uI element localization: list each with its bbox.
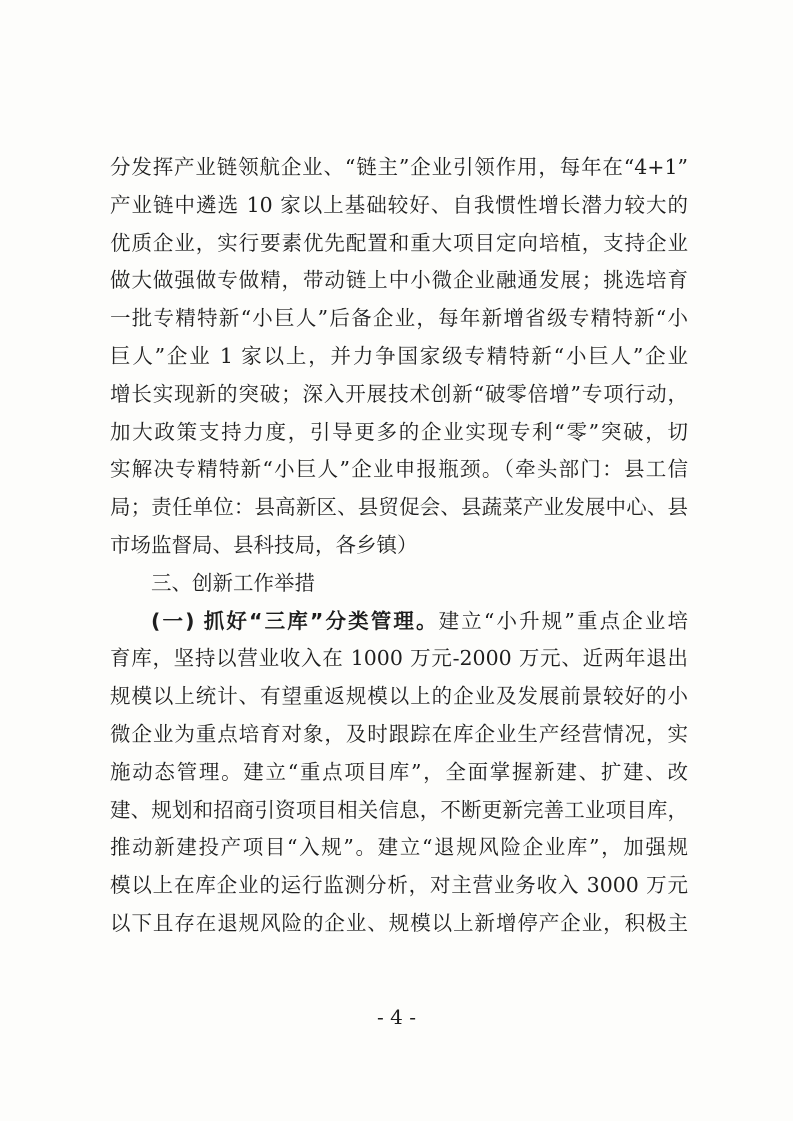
text-line: 育库，坚持以营业收入在 1000 万元-2000 万元、近两年退出 xyxy=(110,646,688,671)
text-line: 模以上在库企业的运行监测分析，对主营业务收入 3000 万元 xyxy=(110,873,688,898)
text-line: 推动新建投产项目“入规”。建立“退规风险企业库”，加强规 xyxy=(110,835,688,860)
text-line: 巨人”企业 1 家以上，并力争国家级专精特新“小巨人”企业 xyxy=(110,343,688,368)
text-line: 规模以上统计、有望重返规模以上的企业及发展前景较好的小 xyxy=(110,684,688,709)
text-line: 做大做强做专做精，带动链上中小微企业融通发展；挑选培育 xyxy=(110,268,688,293)
first-line-rest: 建立“小升规”重点企业培 xyxy=(438,608,688,633)
text-line: 施动态管理。建立“重点项目库”，全面掌握新建、扩建、改 xyxy=(110,759,688,784)
text-line: 局；责任单位：县高新区、县贸促会、县蔬菜产业发展中心、县 xyxy=(110,495,688,520)
text-line: 优质企业，实行要素优先配置和重大项目定向培植，支持企业 xyxy=(110,230,688,255)
text-line: 以下且存在退规风险的企业、规模以上新增停产企业，积极主 xyxy=(110,910,688,935)
text-line: 市场监督局、县科技局，各乡镇） xyxy=(110,532,418,557)
text-line: 一批专精特新“小巨人”后备企业，每年新增省级专精特新“小 xyxy=(110,306,688,331)
paragraph-first-line xyxy=(110,603,688,641)
text-line: 微企业为重点培育对象，及时跟踪在库企业生产经营情况，实 xyxy=(110,721,688,746)
text-line: 加大政策支持力度，引导更多的企业实现专利“零”突破，切 xyxy=(110,419,688,444)
section-heading: 三、创新工作举措 xyxy=(151,570,315,595)
text-line: 产业链中遴选 10 家以上基础较好、自我惯性增长潜力较大的 xyxy=(110,192,688,217)
text-line: 建、规划和招商引资项目相关信息，不断更新完善工业项目库， xyxy=(110,797,688,822)
text-line: 增长实现新的突破；深入开展技术创新“破零倍增”专项行动， xyxy=(110,381,688,406)
body-text xyxy=(110,149,688,943)
page-number: - 4 - xyxy=(377,1005,416,1029)
text-line: 实解决专精特新“小巨人”企业申报瓶颈。（牵头部门：县工信 xyxy=(110,457,688,482)
text-line: 分发挥产业链领航企业、“链主”企业引领作用，每年在“4+1” xyxy=(110,155,688,179)
bold-lead: (一) 抓好“三库”分类管理。 xyxy=(151,608,439,633)
